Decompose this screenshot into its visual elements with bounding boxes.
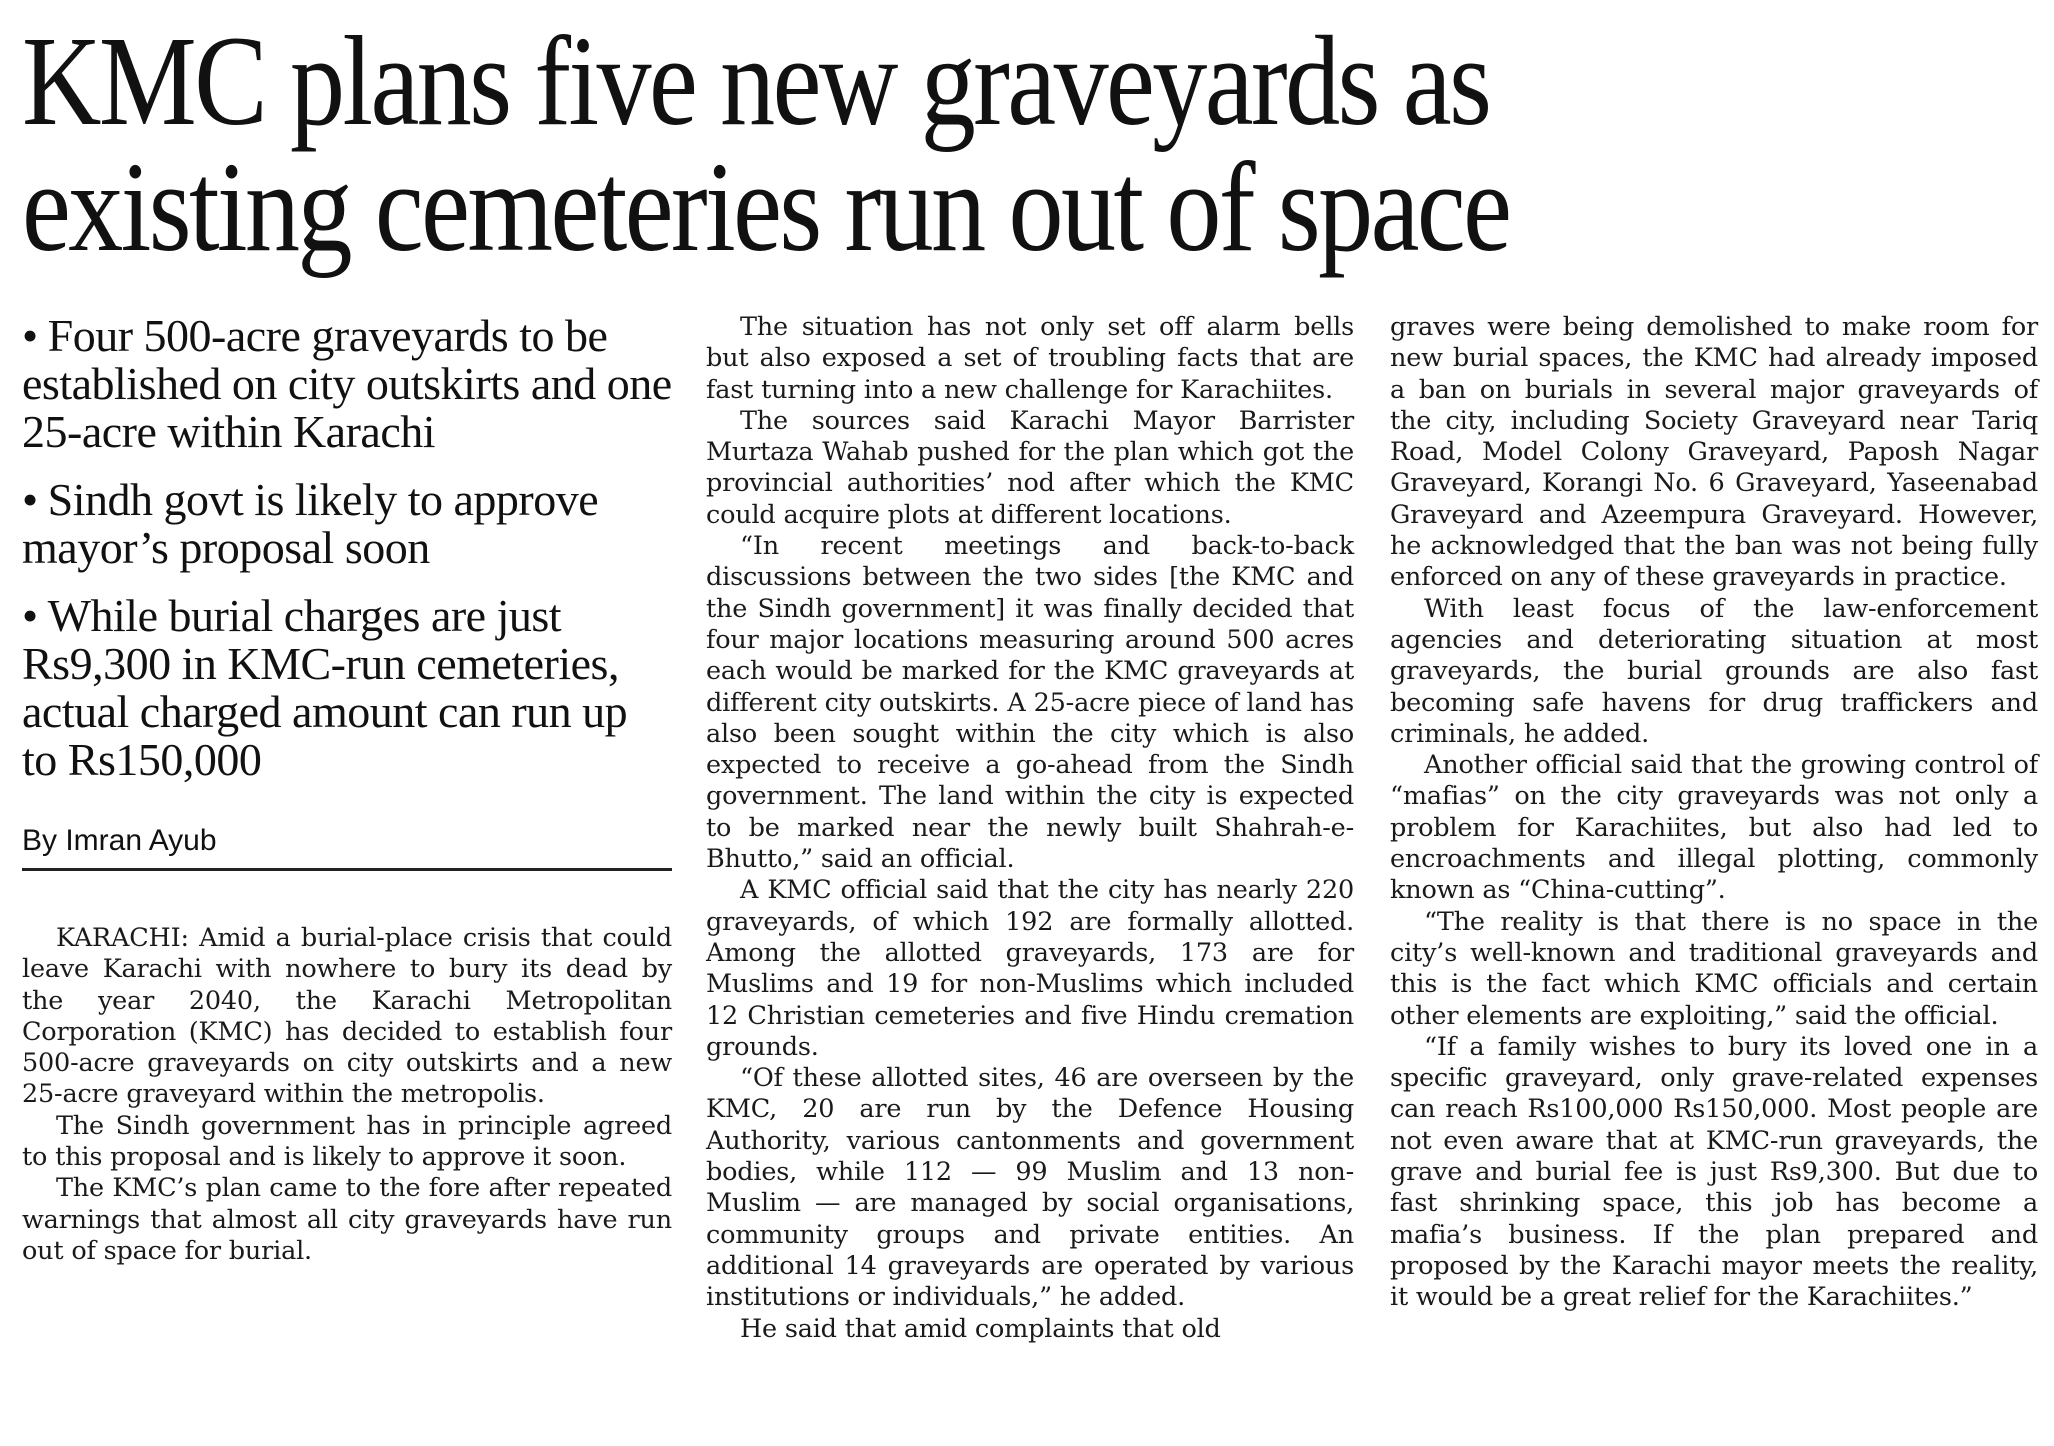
paragraph: A KMC official said that the city has nearly 220 graveyards, of which 192 are formally allotted. Among the allotted graveyards, 173 are for Muslims and 19 for non-Muslims which included 12 Christian cemeteries and five Hindu cremation grounds. [706, 875, 1354, 1062]
paragraph: KARACHI: Amid a burial-place crisis that could leave Karachi with nowhere to bury its dead by the year 2040, the Karachi Metropolitan Corporation (KMC) has decided to establish four 500-acre graveyards on city outskirts and a new 25-acre graveyard within the metropolis. [22, 923, 672, 1110]
byline: By Imran Ayub [22, 824, 672, 871]
headline [22, 10, 1759, 278]
highlight-item [22, 476, 672, 572]
paragraph: graves were being demolished to make room for new burial spaces, the KMC had already imposed a ban on burials in several major graveyards of the city, including Society Graveyard near Tariq Road, Model Colony Graveyard, Paposh Nagar Graveyard, Korangi No. 6 Graveyard, Yaseenabad Graveyard and Azeempura Graveyard. However, he acknowledged that the ban was not being fully enforced on any of these graveyards in practice. [1390, 312, 2038, 593]
column-2 [706, 312, 1354, 1345]
paragraph: The sources said Karachi Mayor Barrister Murtaza Wahab pushed for the plan which got the provincial authorities’ nod after which the KMC could acquire plots at different locations. [706, 405, 1354, 530]
highlight-text: While burial charges are just Rs9,300 in KMC-run cemeteries, actual charged amount can run up to Rs150,000 [22, 590, 628, 785]
paragraph: “Of these allotted sites, 46 are overseen by the KMC, 20 are run by the Defence Housing Authority, various cantonments and government bodies, while 112 — 99 Muslim and 13 non-Muslim — are managed by social organisations, community groups and private entities. An additional 14 graveyards are operated by various institutions or individuals,” he added. [706, 1063, 1354, 1313]
paragraph: He said that amid complaints that old [740, 1313, 1221, 1344]
column-3 [1390, 312, 2038, 1314]
paragraph: “The reality is that there is no space in the city’s well-known and traditional graveyards and this is the fact which KMC officials and certain other elements are exploiting,” said the official. [1390, 906, 2038, 1031]
paragraph: Another official said that the growing control of “mafias” on the city graveyards was not only a problem for Karachiites, but also had led to encroachments and illegal plotting, commonly known as “China-cutting”. [1390, 750, 2038, 906]
highlight-item [22, 592, 672, 784]
article-body-col1 [22, 923, 672, 1267]
column-1 [22, 312, 672, 1267]
paragraph: With least focus of the law-enforcement agencies and deteriorating situation at most graveyards, the burial grounds are also fast becoming safe havens for drug traffickers and criminals, he added. [1390, 593, 2038, 749]
bullet-icon: • [22, 310, 38, 361]
highlight-item [22, 312, 672, 456]
highlight-text: Four 500-acre graveyards to be established on city outskirts and one 25-acre within Karachi [22, 310, 672, 457]
highlight-text: Sindh govt is likely to approve mayor’s proposal soon [22, 474, 599, 573]
paragraph: “If a family wishes to bury its loved one in a specific graveyard, only grave-related expenses can reach Rs100,000 Rs150,000. Most people are not even aware that at KMC-run graveyards, the grave and burial fee is just Rs9,300. But due to fast shrinking space, this job has become a mafia’s business. If the plan prepared and proposed by the Karachi mayor meets the reality, it would be a great relief for the Karachiites.” [1390, 1031, 2038, 1313]
bullet-icon: • [22, 590, 38, 641]
bullet-icon: • [22, 474, 38, 525]
paragraph: The Sindh government has in principle agreed to this proposal and is likely to approve it soon. [22, 1110, 672, 1173]
headline-line-2: existing cemeteries run out of space [22, 136, 1510, 278]
paragraph: The KMC’s plan came to the fore after repeated warnings that almost all city graveyards have run out of space for burial. [22, 1173, 672, 1266]
paragraph: “In recent meetings and back-to-back discussions between the two sides [the KMC and the Sindh government] it was finally decided that four major locations measuring around 500 acres each would be marked for the KMC graveyards at different city outskirts. A 25-acre piece of land has also been sought within the city which is also expected to receive a go-ahead from the Sindh government. The land within the city is expected to be marked near the newly built Shahrah-e-Bhutto,” said an official. [706, 531, 1354, 875]
highlights-list [22, 312, 672, 784]
paragraph: The situation has not only set off alarm bells but also exposed a set of troubling facts that are fast turning into a new challenge for Karachiites. [706, 312, 1354, 405]
headline-line-1: KMC plans five new graveyards as [22, 10, 1490, 152]
